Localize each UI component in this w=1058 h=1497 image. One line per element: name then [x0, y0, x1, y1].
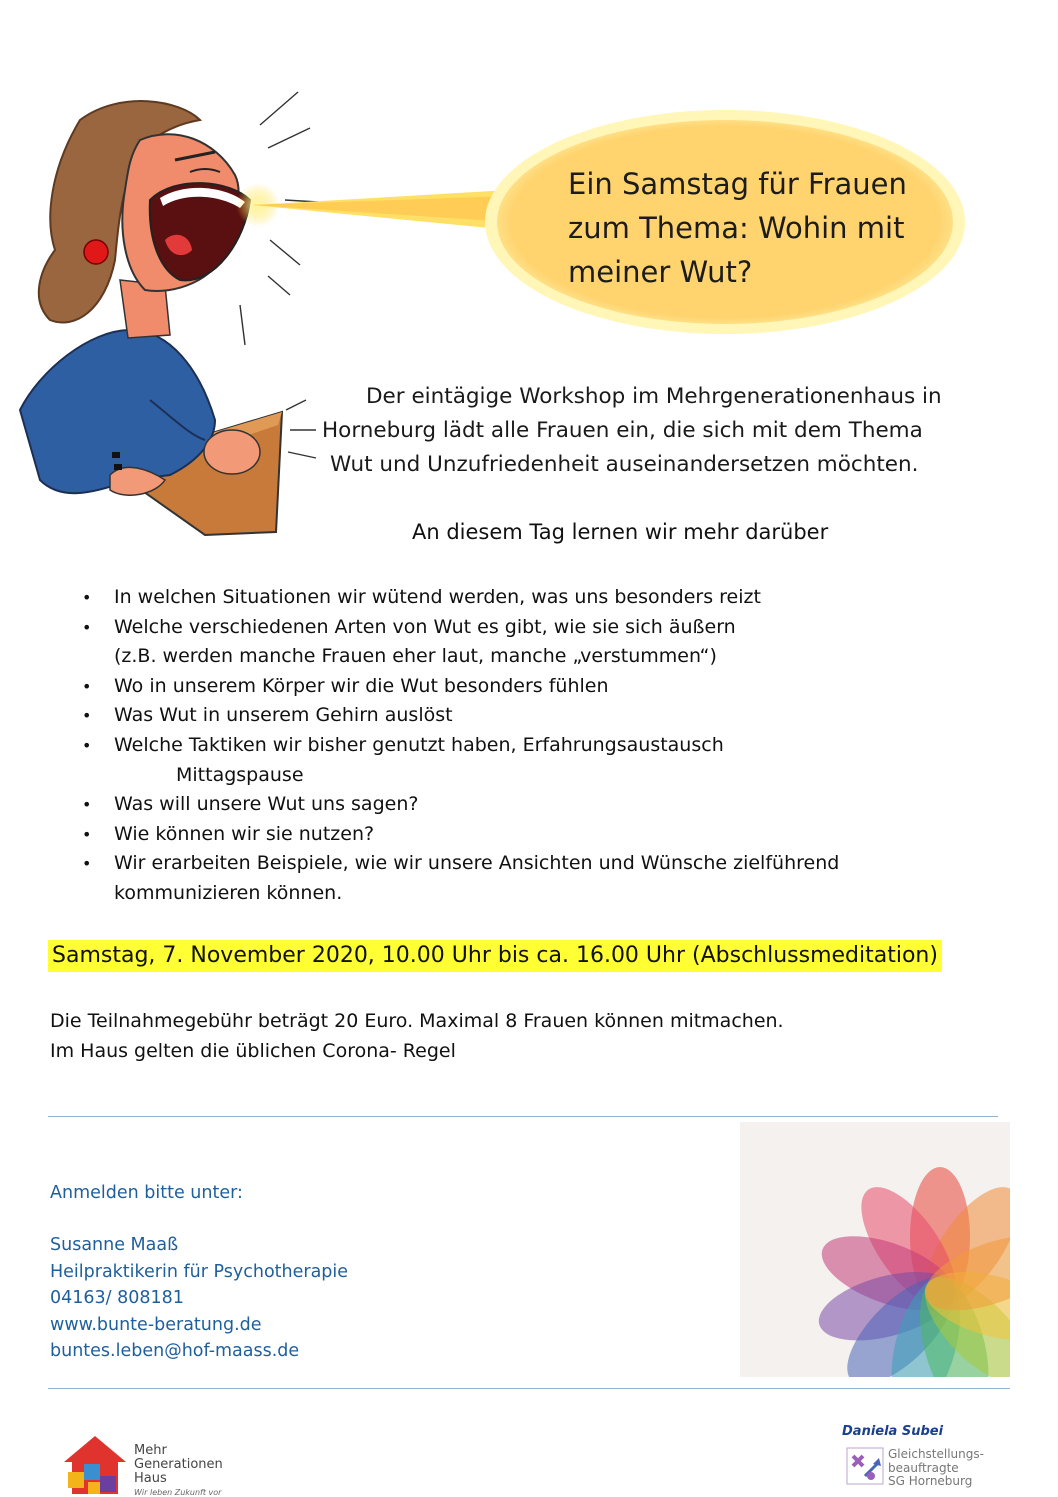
list-item: • Welche verschiedenen Arten von Wut es gibt, wie sie sich äußern — [78, 613, 978, 643]
contact-website-link[interactable]: www.bunte-beratung.de — [50, 1314, 262, 1335]
logo-text-line: Generationen — [134, 1457, 223, 1472]
divider — [48, 1388, 1010, 1389]
fee-info — [50, 1006, 784, 1066]
lotus-flower-image — [740, 1122, 1010, 1377]
lunch-break-label: Mittagspause — [176, 763, 304, 786]
logo-text-line: Mehr — [134, 1443, 167, 1458]
intro-paragraph — [318, 380, 998, 482]
list-item-continuation: kommunizieren können. — [114, 881, 343, 904]
contact-email-link[interactable]: buntes.leben@hof-maass.de — [50, 1341, 300, 1362]
topics-subheading: An diesem Tag lernen wir mehr darüber — [412, 520, 829, 544]
gleichstellung-logo-text — [888, 1448, 984, 1489]
list-item: • Was Wut in unserem Gehirn auslöst — [78, 701, 978, 731]
intro-line: Horneburg lädt alle Frauen ein, die sich mit dem Thema — [322, 418, 923, 443]
bubble-line: Ein Samstag für Frauen — [568, 167, 907, 201]
intro-line: Der eintägige Workshop im Mehrgenerationenhaus in — [366, 384, 942, 409]
gleichstellung-logo-icon — [845, 1446, 885, 1486]
event-date-highlight: Samstag, 7. November 2020, 10.00 Uhr bis ca. 16.00 Uhr (Abschlussmeditation) — [48, 940, 942, 972]
contact-phone[interactable]: 04163/ 808181 — [50, 1288, 184, 1309]
logo-text-line: SG Horneburg — [888, 1474, 973, 1488]
list-item: • Wie können wir sie nutzen? — [78, 820, 978, 850]
intro-line: Wut und Unzufriedenheit auseinandersetzen möchten. — [330, 452, 919, 477]
topics-list — [78, 583, 978, 909]
divider — [48, 1116, 998, 1117]
bubble-line: meiner Wut? — [568, 255, 753, 289]
list-item: • Wir erarbeiten Beispiele, wie wir unsere Ansichten und Wünsche zielführend — [78, 849, 978, 879]
mehrgenerationenhaus-logo-icon — [58, 1432, 132, 1496]
list-item-continuation: (z.B. werden manche Frauen eher laut, manche „verstummen“) — [114, 645, 717, 668]
list-item: • Welche Taktiken wir bisher genutzt haben, Erfahrungsaustausch — [78, 731, 978, 761]
logo-slogan: Wir leben Zukunft vor — [134, 1488, 222, 1497]
contact-title: Heilpraktikerin für Psychotherapie — [50, 1261, 349, 1282]
signature-name: Daniela Subei — [842, 1424, 944, 1439]
list-item: • Was will unsere Wut uns sagen? — [78, 790, 978, 820]
contact-heading: Anmelden bitte unter: — [50, 1183, 243, 1203]
contact-block — [50, 1180, 348, 1364]
logo-text-line: Gleichstellungs- — [888, 1447, 984, 1461]
list-item: • In welchen Situationen wir wütend werden, was uns besonders reizt — [78, 583, 978, 613]
contact-name: Susanne Maaß — [50, 1235, 179, 1256]
bubble-line: zum Thema: Wohin mit — [568, 211, 905, 245]
corona-rules-line: Im Haus gelten die üblichen Corona- Regel — [50, 1040, 456, 1062]
bubble-headline — [568, 162, 968, 294]
logo-text-line: Haus — [134, 1471, 167, 1486]
list-item: • Wo in unserem Körper wir die Wut besonders fühlen — [78, 672, 978, 702]
mehrgenerationenhaus-logo-text — [134, 1444, 223, 1486]
fee-line: Die Teilnahmegebühr beträgt 20 Euro. Maximal 8 Frauen können mitmachen. — [50, 1010, 784, 1032]
logo-text-line: beauftragte — [888, 1460, 959, 1475]
